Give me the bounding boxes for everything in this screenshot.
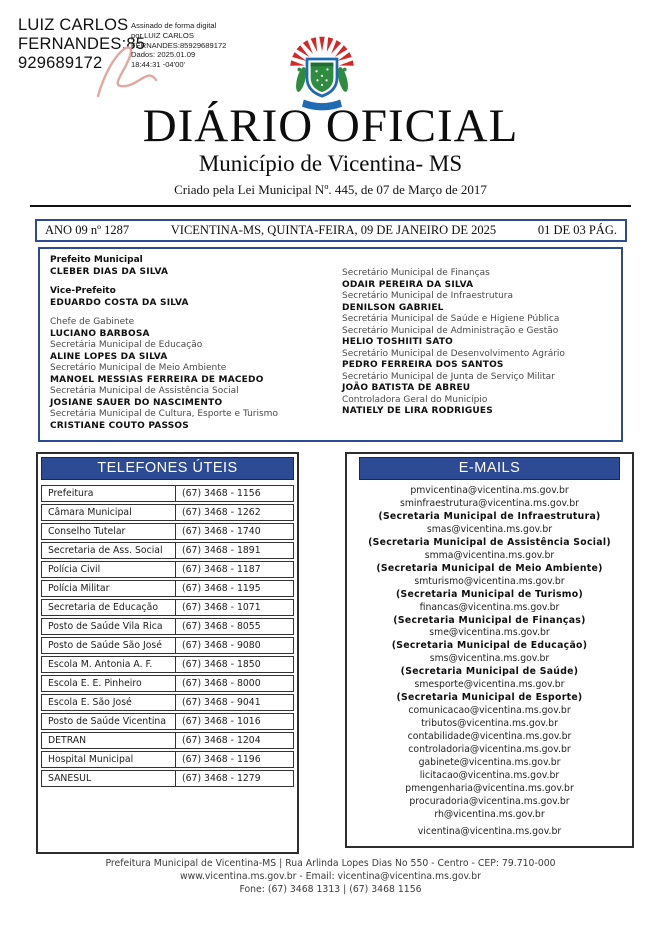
- phone-row: [41, 504, 294, 521]
- phone-row: [41, 542, 294, 559]
- official-entry: [342, 314, 611, 326]
- phone-row: [41, 523, 294, 540]
- officials-right-column: [342, 255, 611, 434]
- phone-row: [41, 770, 294, 787]
- official-role: Chefe de Gabinete: [50, 317, 135, 327]
- official-role: Secretário Municipal de Desenvolvimento Agrário: [342, 348, 565, 359]
- email-list: [350, 485, 629, 839]
- phone-number: (67) 3468 - 1187: [176, 561, 294, 578]
- officials-box: [38, 247, 623, 442]
- signature-detail-line: Assinado de forma digital: [131, 21, 217, 30]
- official-name: JOÃO BATISTA DE ABREU: [342, 383, 471, 393]
- official-name: PEDRO FERREIRA DOS SANTOS: [342, 360, 504, 370]
- email-line: pmengenharia@vicentina.ms.gov.br: [405, 782, 574, 794]
- email-line: smas@vicentina.ms.gov.br: [426, 523, 553, 535]
- phone-label: Câmara Municipal: [41, 504, 176, 521]
- email-line: (Secretaria Municipal de Meio Ambiente): [376, 562, 603, 574]
- official-entry: [50, 340, 342, 363]
- official-name: LUCIANO BARBOSA: [50, 328, 150, 339]
- phone-number: (67) 3468 - 1262: [176, 504, 294, 521]
- phone-number: (67) 3468 - 1016: [176, 713, 294, 730]
- phone-label: Posto de Saúde São José: [41, 637, 176, 654]
- official-entry: [50, 409, 342, 432]
- footer-phones: Fone: (67) 3468 1313 | (67) 3468 1156: [239, 884, 422, 895]
- edition-bar: [35, 219, 627, 242]
- signature-detail-line: Dados: 2025.01.09: [131, 50, 196, 60]
- phone-label: Escola E. E. Pinheiro: [41, 675, 176, 692]
- email-line: smturismo@vicentina.ms.gov.br: [414, 575, 565, 587]
- phone-number: (67) 3468 - 1204: [176, 732, 294, 749]
- phone-label: Polícia Militar: [41, 580, 176, 597]
- phone-number: (67) 3468 - 1195: [176, 580, 294, 597]
- email-line: pmvicentina@vicentina.ms.gov.br: [410, 485, 569, 496]
- phone-number: (67) 3468 - 1740: [176, 523, 294, 540]
- phone-number: (67) 3468 - 1279: [176, 770, 294, 787]
- official-role: Secretário Municipal de Meio Ambiente: [50, 363, 227, 373]
- official-entry: [50, 386, 342, 409]
- signature-details: [131, 21, 251, 70]
- phone-row: [41, 561, 294, 578]
- phone-label: SANESUL: [41, 770, 176, 787]
- email-line: comunicacao@vicentina.ms.gov.br: [408, 705, 571, 717]
- email-line: procuradoria@vicentina.ms.gov.br: [409, 795, 570, 807]
- signature-name-line: 929689172: [18, 54, 103, 72]
- official-name: CRISTIANE COUTO PASSOS: [50, 420, 189, 431]
- official-role: Vice-Prefeito: [50, 286, 116, 296]
- phone-label: DETRAN: [41, 732, 176, 749]
- phone-row: [41, 713, 294, 730]
- email-line: (Secretaria Municipal de Esporte): [396, 692, 583, 704]
- email-line: tributos@vicentina.ms.gov.br: [421, 718, 558, 730]
- official-entry: [50, 363, 342, 386]
- official-name: NATIELY DE LIRA RODRIGUES: [342, 406, 493, 416]
- official-entry: [50, 286, 342, 309]
- email-line: rh@vicentina.ms.gov.br: [434, 808, 545, 820]
- email-line: sminfraestrutura@vicentina.ms.gov.br: [400, 497, 579, 509]
- official-name: HELIO TOSHIITI SATO: [342, 337, 454, 347]
- official-role: Controladora Geral do Município: [342, 394, 488, 405]
- phone-row: [41, 618, 294, 635]
- phone-number: (67) 3468 - 1156: [176, 485, 294, 502]
- page-footer: [0, 857, 661, 896]
- official-entry: [342, 326, 611, 349]
- phone-number: (67) 3468 - 1891: [176, 542, 294, 559]
- phone-row: [41, 656, 294, 673]
- phones-header: TELEFONES ÚTEIS: [41, 457, 294, 480]
- emails-header: E-MAILS: [359, 457, 620, 480]
- phone-label: Escola M. Antonia A. F.: [41, 656, 176, 673]
- email-line: contabilidade@vicentina.ms.gov.br: [407, 731, 572, 743]
- masthead-divider: [30, 205, 631, 207]
- official-role: Secretária Municipal de Cultura, Esporte e Turismo: [50, 409, 278, 419]
- email-line: (Secretaria Municipal de Finanças): [393, 614, 586, 626]
- email-line: licitacao@vicentina.ms.gov.br: [419, 769, 560, 781]
- phone-label: Posto de Saúde Vila Rica: [41, 618, 176, 635]
- municipality-subtitle: Município de Vicentina- MS: [198, 151, 463, 176]
- official-role: Secretária Municipal de Educação: [50, 340, 203, 350]
- signature-name-line: LUIZ CARLOS: [18, 16, 129, 34]
- emails-box: [345, 452, 634, 848]
- official-role: Secretária Municipal de Saúde e Higiene Pública: [342, 314, 560, 324]
- signature-detail-line: 18:44:31 -04'00': [131, 60, 185, 70]
- official-entry: [342, 395, 611, 418]
- edition-pages: 01 DE 03 PÁG.: [537, 223, 617, 237]
- phone-label: Polícia Civil: [41, 561, 176, 578]
- phone-row: [41, 694, 294, 711]
- email-line: vicentina@vicentina.ms.gov.br: [417, 825, 562, 837]
- phone-number: (67) 3468 - 9080: [176, 637, 294, 654]
- phone-number: (67) 3468 - 8000: [176, 675, 294, 692]
- signature-detail-line: FERNANDES:85929689172: [131, 40, 227, 50]
- email-line: (Secretaria Municipal de Infraestrutura): [378, 510, 601, 522]
- page-title: DIÁRIO OFICIAL: [142, 100, 519, 152]
- phone-label: Prefeitura: [41, 485, 176, 502]
- creation-law-line: Criado pela Lei Municipal Nº. 445, de 07 de Março de 2017: [174, 182, 487, 197]
- phone-row: [41, 675, 294, 692]
- phone-number: (67) 3468 - 1850: [176, 656, 294, 673]
- email-line: sme@vicentina.ms.gov.br: [429, 627, 550, 639]
- email-line: smma@vicentina.ms.gov.br: [424, 549, 555, 561]
- phone-number: (67) 3468 - 1196: [176, 751, 294, 768]
- edition-date: VICENTINA-MS, QUINTA-FEIRA, 09 DE JANEIRO DE 2025: [170, 223, 497, 237]
- email-line: (Secretaria Municipal de Turismo): [395, 588, 584, 600]
- phone-label: Posto de Saúde Vicentina: [41, 713, 176, 730]
- official-entry: [50, 255, 342, 278]
- useful-phones-box: [36, 452, 299, 854]
- email-line: financas@vicentina.ms.gov.br: [419, 601, 560, 613]
- official-entry: [342, 372, 611, 395]
- phone-row: [41, 580, 294, 597]
- official-role: Secretário Municipal de Infraestrutura: [342, 291, 514, 301]
- official-name: ALINE LOPES DA SILVA: [50, 351, 168, 362]
- official-role: Secretária Municipal de Assistência Social: [50, 386, 239, 396]
- official-name: DENILSON GABRIEL: [342, 302, 444, 313]
- email-line: (Secretaria Municipal de Saúde): [400, 666, 579, 678]
- phone-row: [41, 599, 294, 616]
- phone-label: Escola E. São José: [41, 694, 176, 711]
- phone-number: (67) 3468 - 8055: [176, 618, 294, 635]
- phone-label: Conselho Tutelar: [41, 523, 176, 540]
- official-name: ODAIR PEREIRA DA SILVA: [342, 279, 474, 290]
- official-name: JOSIANE SAUER DO NASCIMENTO: [50, 397, 223, 408]
- email-line: gabinete@vicentina.ms.gov.br: [418, 757, 561, 769]
- email-line: (Secretaria Municipal de Educação): [391, 640, 588, 652]
- phones-table-body: [41, 485, 294, 787]
- email-line: sms@vicentina.ms.gov.br: [429, 653, 550, 665]
- phone-label: Hospital Municipal: [41, 751, 176, 768]
- official-entry: [342, 291, 611, 314]
- official-entry: [342, 349, 611, 372]
- official-name: MANOEL MESSIAS FERREIRA DE MACEDO: [50, 374, 264, 385]
- edition-number: ANO 09 nº 1287: [45, 223, 130, 237]
- email-line: (Secretaria Municipal de Assistência Social): [368, 536, 611, 548]
- official-role: Prefeito Municipal: [50, 255, 143, 265]
- officials-left-column: [50, 255, 342, 434]
- official-role: Secretário Municipal de Finanças: [342, 268, 490, 278]
- phone-number: (67) 3468 - 1071: [176, 599, 294, 616]
- email-line: smesporte@vicentina.ms.gov.br: [414, 679, 565, 691]
- phone-row: [41, 637, 294, 654]
- digital-signature-block: [18, 16, 227, 73]
- email-line: controladoria@vicentina.ms.gov.br: [408, 744, 571, 756]
- phone-row: [41, 732, 294, 749]
- phones-table: [41, 483, 294, 789]
- phone-label: Secretaria de Ass. Social: [41, 542, 176, 559]
- official-name: EDUARDO COSTA DA SILVA: [50, 297, 189, 308]
- footer-address: Prefeitura Municipal de Vicentina-MS | Rua Arlinda Lopes Dias No 550 - Centro - CEP: 79.710-000: [105, 858, 556, 869]
- phone-row: [41, 485, 294, 502]
- official-name: CLEBER DIAS DA SILVA: [50, 266, 169, 277]
- official-role: Secretário Municipal de Junta de Serviço Militar: [342, 371, 555, 382]
- official-entry: [50, 317, 342, 340]
- official-entry: [342, 268, 611, 291]
- phone-number: (67) 3468 - 9041: [176, 694, 294, 711]
- signature-detail-line: por LUIZ CARLOS: [131, 30, 194, 40]
- official-role: Secretário Municipal de Administração e Gestão: [342, 325, 559, 336]
- signature-name-line: FERNANDES:85: [18, 35, 146, 53]
- phone-row: [41, 751, 294, 768]
- footer-site-email: www.vicentina.ms.gov.br - Email: vicentina@vicentina.ms.gov.br: [180, 871, 481, 882]
- phone-label: Secretaria de Educação: [41, 599, 176, 616]
